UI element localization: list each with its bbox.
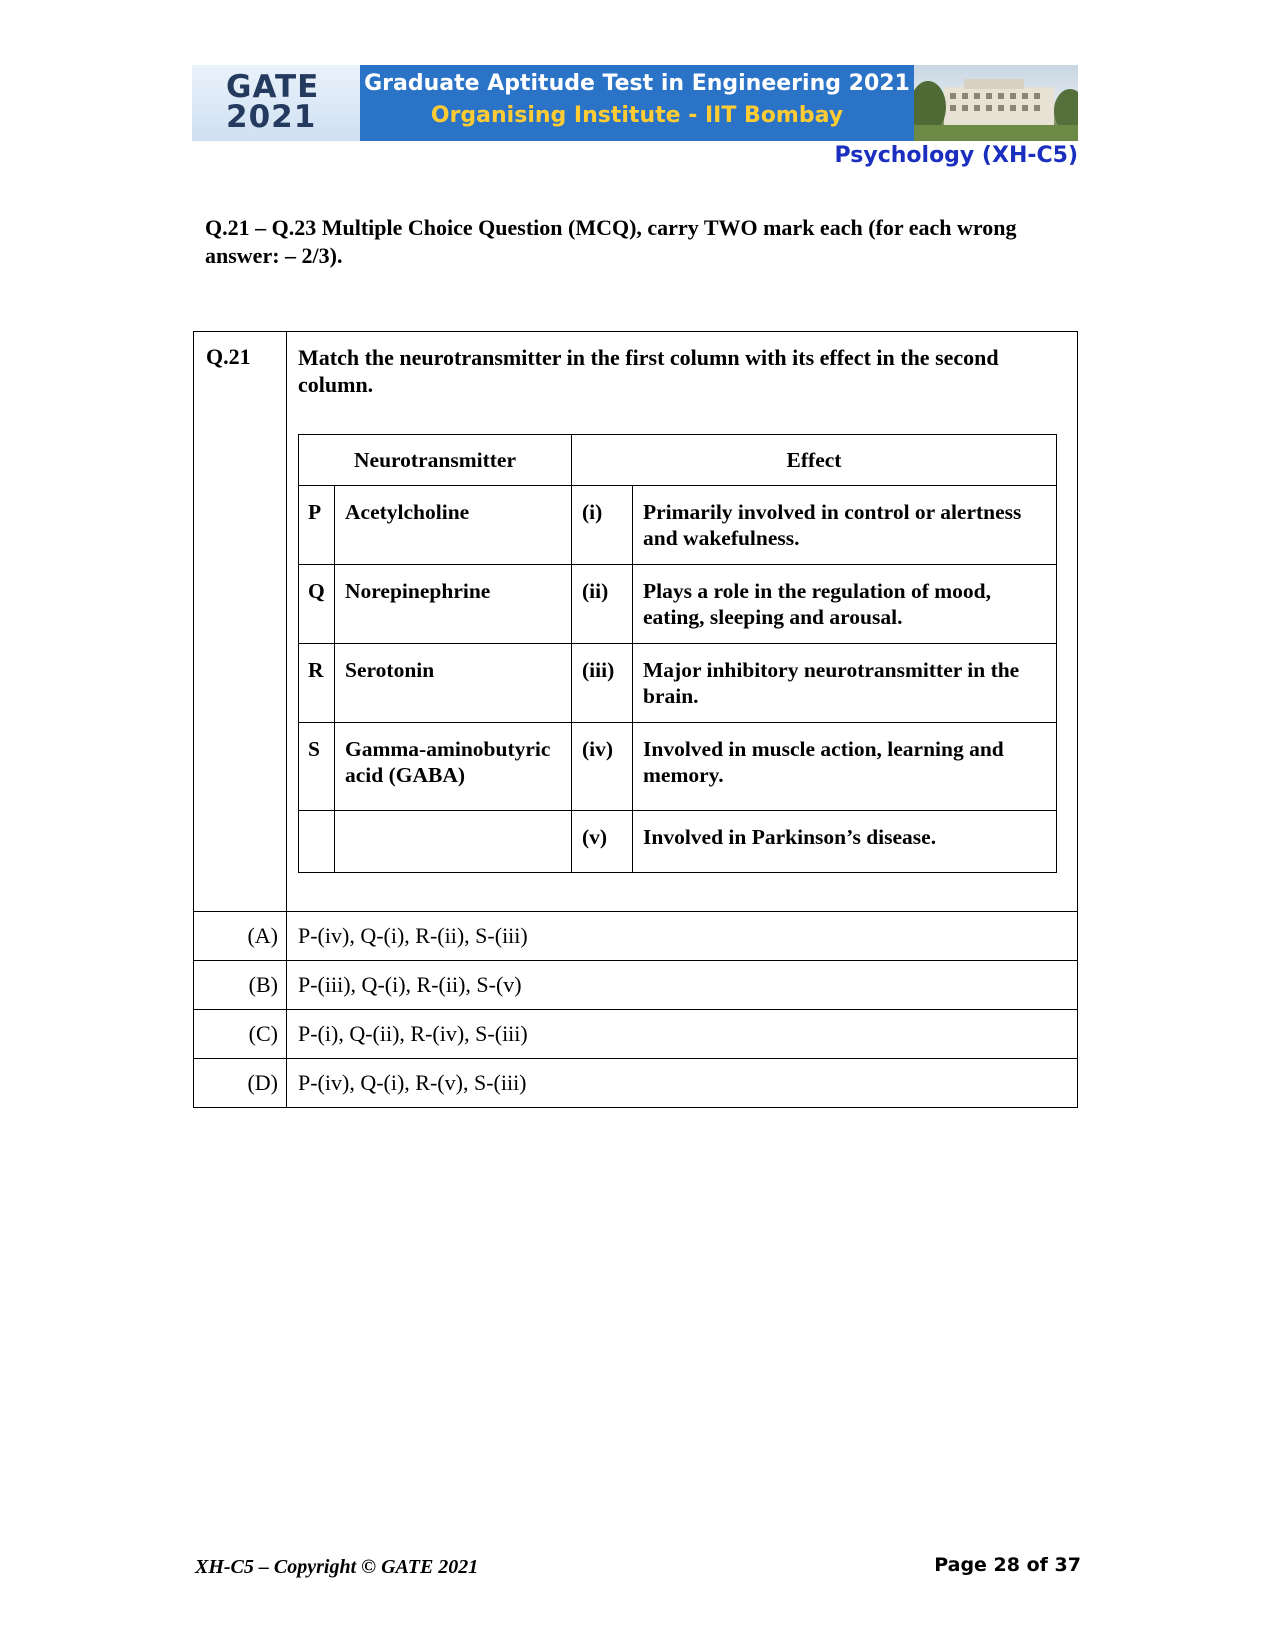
footer-copyright: XH-C5 – Copyright © GATE 2021 [195,1556,479,1578]
option-row[interactable] [194,912,1078,961]
effect-description: Primarily involved in control or alertness and wakefulness. [633,486,1057,565]
effect-number: (iii) [572,644,633,723]
option-text: P-(iv), Q-(i), R-(ii), S-(iii) [287,912,1078,961]
subject-label: Psychology (XH-C5) [834,143,1078,168]
match-table [298,434,1057,873]
option-key: (C) [194,1010,287,1059]
logo-text-year: 2021 [226,99,317,135]
match-row [299,565,1057,644]
campus-building-image [914,65,1078,141]
banner-title: Graduate Aptitude Test in Engineering 2021 [364,71,910,96]
option-key: (D) [194,1059,287,1108]
option-text: P-(iv), Q-(i), R-(v), S-(iii) [287,1059,1078,1108]
section-instructions: Q.21 – Q.23 Multiple Choice Question (MCQ), carry TWO mark each (for each wrong answer: – 2/3). [205,215,1017,268]
neurotransmitter-name: Gamma-aminobutyric acid (GABA) [335,723,572,811]
row-key: P [299,486,335,565]
match-row [299,811,1057,873]
neurotransmitter-name: Norepinephrine [335,565,572,644]
row-key: R [299,644,335,723]
option-row[interactable] [194,961,1078,1010]
question-number: Q.21 [194,332,287,912]
footer-page-number: Page 28 of 37 [934,1554,1081,1576]
column-header-effect: Effect [572,435,1057,486]
banner-title-box [360,65,914,141]
effect-description: Plays a role in the regulation of mood, eating, sleeping and arousal. [633,565,1057,644]
neurotransmitter-name: Serotonin [335,644,572,723]
match-row [299,486,1057,565]
neurotransmitter-name [335,811,572,873]
row-key: Q [299,565,335,644]
option-text: P-(i), Q-(ii), R-(iv), S-(iii) [287,1010,1078,1059]
effect-number: (v) [572,811,633,873]
effect-number: (ii) [572,565,633,644]
effect-description: Major inhibitory neurotransmitter in the brain. [633,644,1057,723]
column-header-neurotransmitter: Neurotransmitter [299,435,572,486]
neurotransmitter-name: Acetylcholine [335,486,572,565]
campus-photo [914,65,1078,141]
match-header-row [299,435,1057,486]
option-key: (B) [194,961,287,1010]
question-text: Match the neurotransmitter in the first column with its effect in the second column. [298,345,999,397]
option-key: (A) [194,912,287,961]
header-banner [192,65,1078,141]
question-row [194,332,1078,912]
option-text: P-(iii), Q-(i), R-(ii), S-(v) [287,961,1078,1010]
effect-description: Involved in Parkinson’s disease. [633,811,1057,873]
option-row[interactable] [194,1059,1078,1108]
effect-number: (i) [572,486,633,565]
logo-text-gate: GATE [226,69,320,105]
option-row[interactable] [194,1010,1078,1059]
match-row [299,644,1057,723]
question-table [193,331,1078,1108]
gate-logo [192,65,360,141]
effect-number: (iv) [572,723,633,811]
banner-subtitle: Organising Institute - IIT Bombay [430,103,844,128]
row-key: S [299,723,335,811]
effect-description: Involved in muscle action, learning and memory. [633,723,1057,811]
row-key [299,811,335,873]
question-body [287,332,1078,912]
match-row [299,723,1057,811]
